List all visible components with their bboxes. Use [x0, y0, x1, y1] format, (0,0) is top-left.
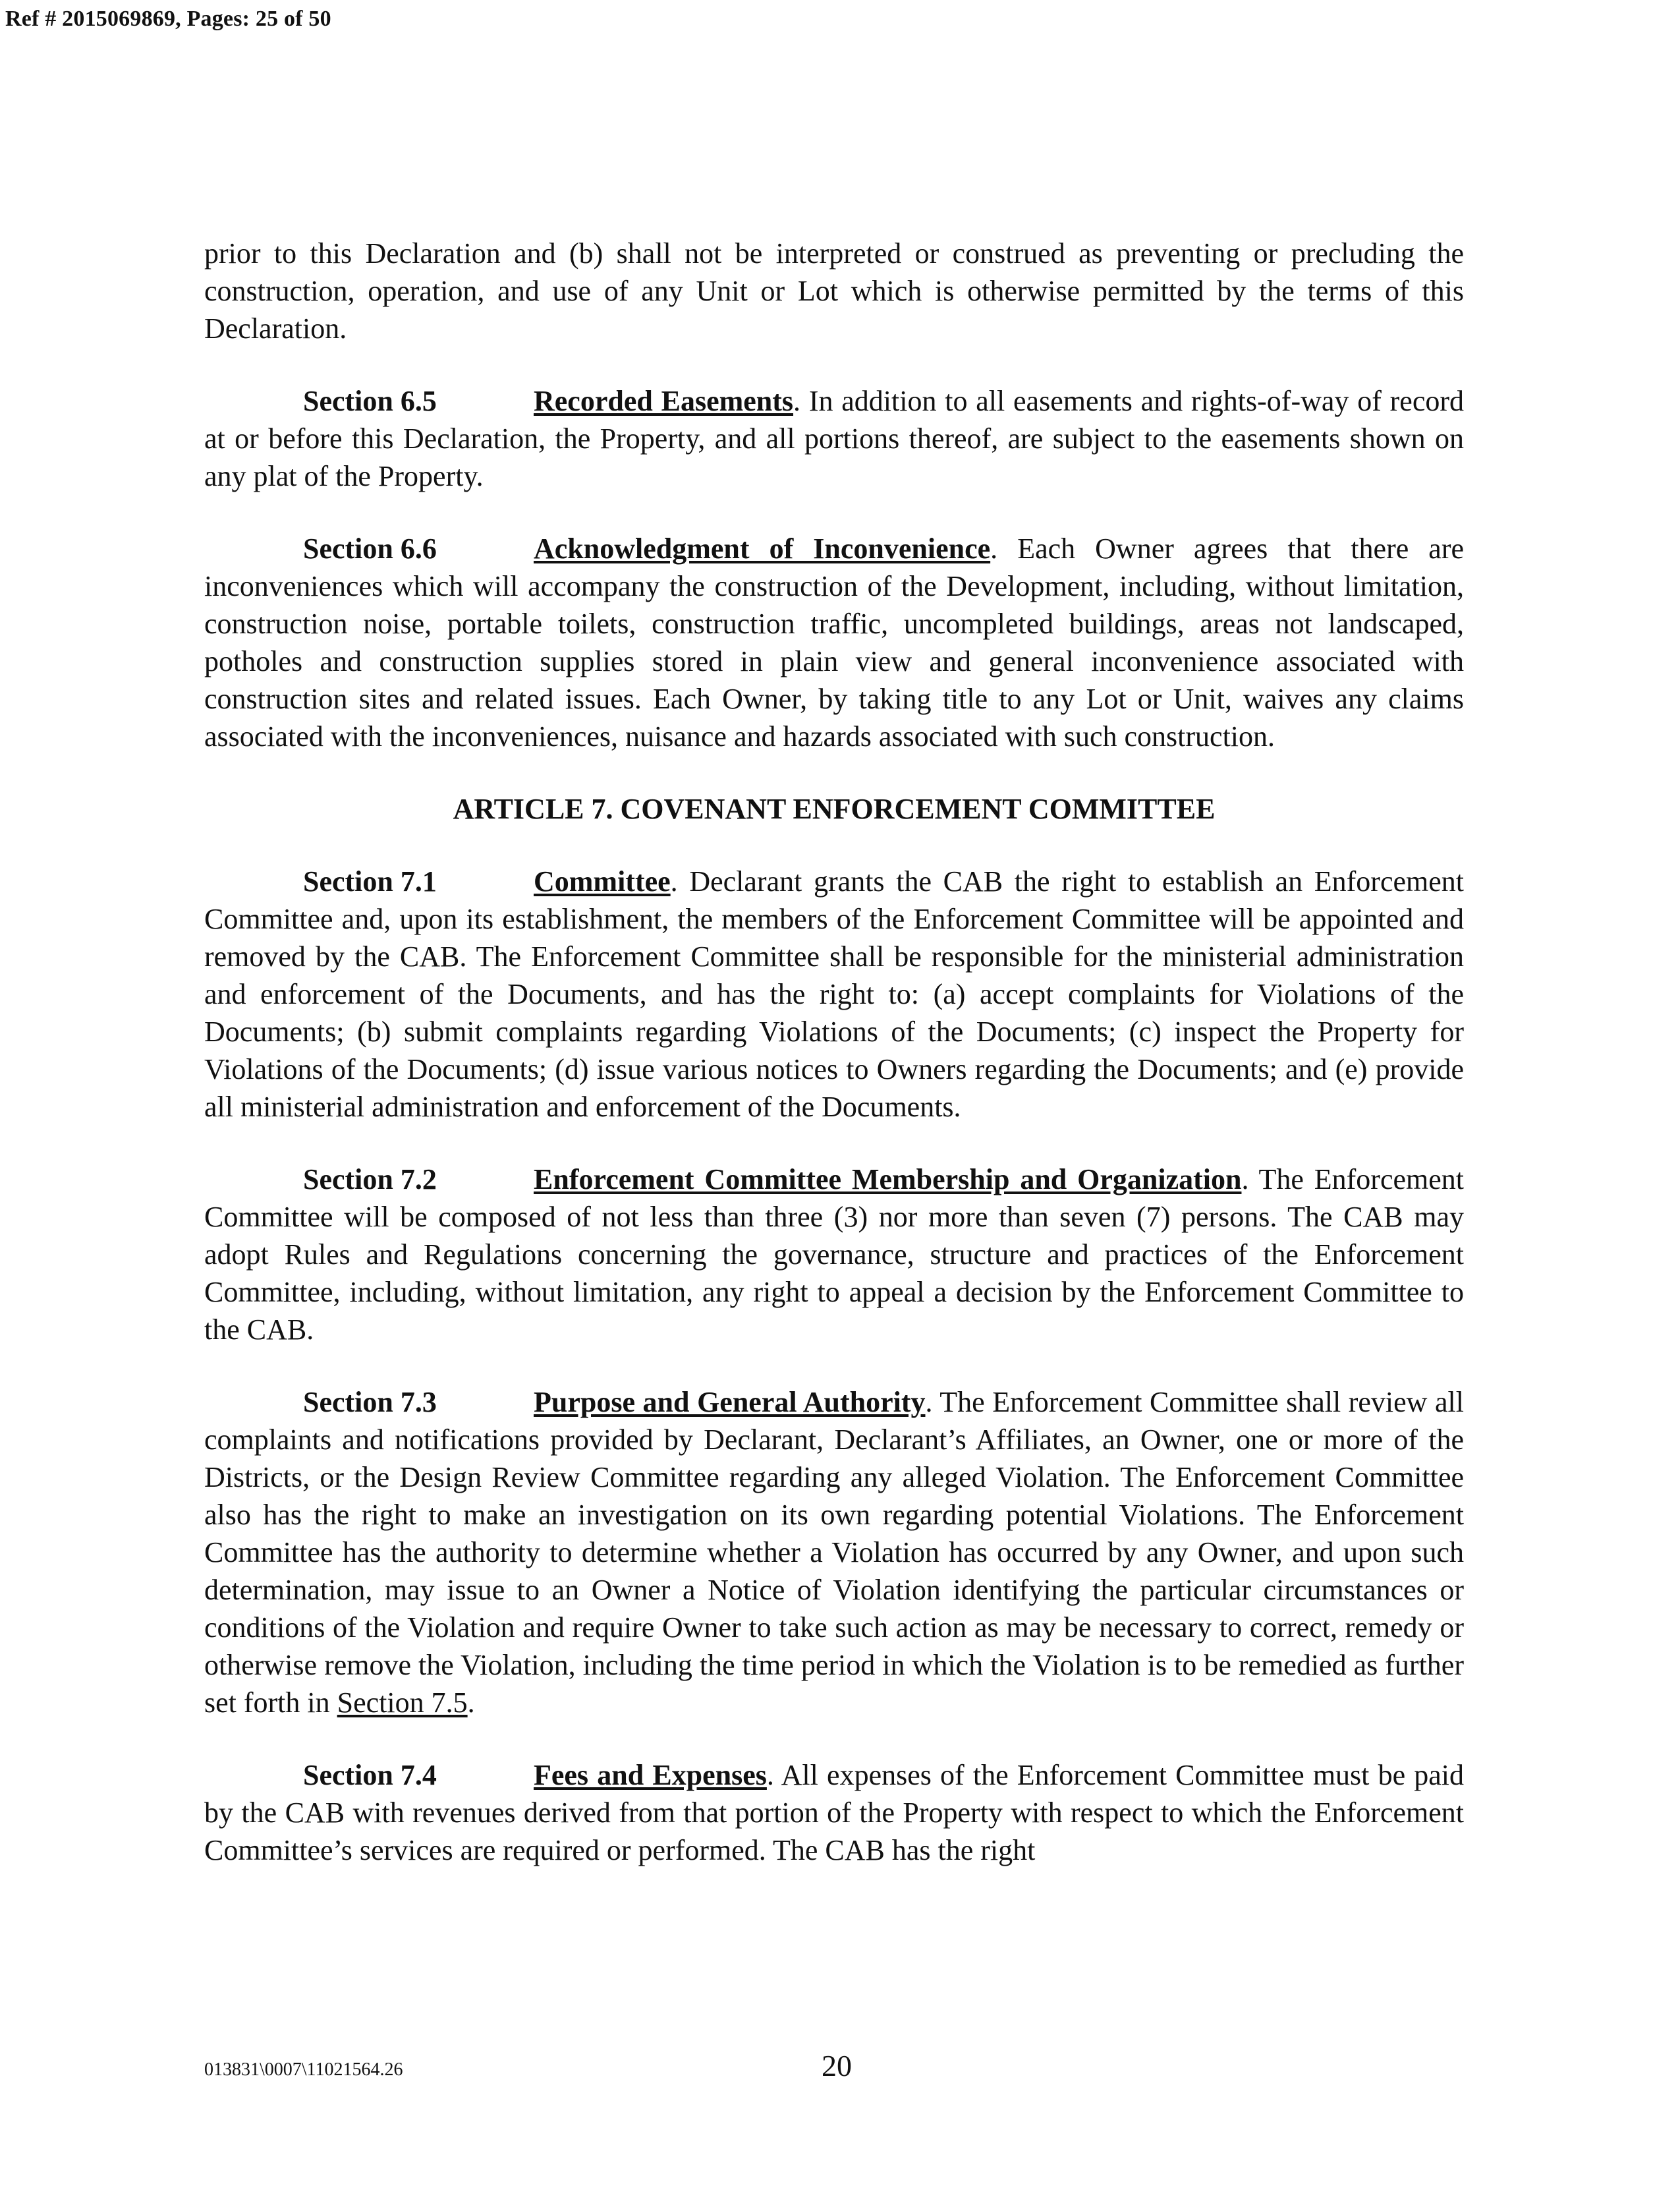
- section-number: Section 7.4: [303, 1759, 437, 1791]
- section-number: Section 6.5: [303, 385, 437, 417]
- section-number: Section 6.6: [303, 532, 437, 565]
- page-number: 20: [822, 2049, 852, 2082]
- section-number: Section 7.2: [303, 1163, 437, 1195]
- cross-reference-link[interactable]: Section 7.5: [337, 1686, 468, 1719]
- section-7-2: [204, 1161, 1464, 1348]
- section-title: Acknowledgment of Inconvenience: [534, 532, 991, 565]
- section-6-6: [204, 530, 1464, 755]
- section-text: . In addition to all easements and rights-of-way of record at or before this Declaration, the Property, and all portions thereof, are subject to the easements shown on any plat of the Property.: [204, 385, 1464, 492]
- section-text: . Declarant grants the CAB the right to establish an Enforcement Committee and, upon its establishment, the members of the Enforcement Committee will be appointed and removed by the CAB. The Enforcement Committee shall be responsible for the ministerial administration and enforcement of the Documents, and has the right to: (a) accept complaints for Violations of the Documents; (b) submit complaints regarding Violations of the Documents; (c) inspect the Property for Violations of the Documents; (d) issue various notices to Owners regarding the Documents; and (e) provide all ministerial administration and enforcement of the Documents.: [204, 865, 1464, 1123]
- section-title: Fees and Expenses: [534, 1759, 767, 1791]
- section-number: Section 7.3: [303, 1386, 437, 1418]
- section-text-tail: .: [467, 1686, 475, 1719]
- document-reference-header: Ref # 2015069869, Pages: 25 of 50: [5, 7, 331, 31]
- section-7-4: [204, 1756, 1464, 1869]
- section-6-5: [204, 382, 1464, 495]
- section-title: Committee: [534, 865, 671, 898]
- document-body: [204, 235, 1464, 1869]
- section-number: Section 7.1: [303, 865, 437, 898]
- section-text: . The Enforcement Committee will be composed of not less than three (3) nor more than seven (7) persons. The CAB may adopt Rules and Regulations concerning the governance, structure and practices of the Enforcement Committee, including, without limitation, any right to appeal a decision by the Enforcement Committee to the CAB.: [204, 1163, 1464, 1346]
- section-title: Purpose and General Authority: [534, 1386, 926, 1418]
- footer-document-id: 013831\0007\11021564.26: [204, 2059, 403, 2080]
- section-title: Enforcement Committee Membership and Organization: [534, 1163, 1242, 1195]
- section-7-1: [204, 863, 1464, 1126]
- section-text: . The Enforcement Committee shall review all complaints and notifications provided by Declarant, Declarant’s Affiliates, an Owner, one or more of the Districts, or the Design Review Committee regarding any alleged Violation. The Enforcement Committee also has the right to make an investigation on its own regarding potential Violations. The Enforcement Committee has the authority to determine whether a Violation has occurred by any Owner, and upon such determination, may issue to an Owner a Notice of Violation identifying the particular circumstances or conditions of the Violation and require Owner to take such action as may be necessary to correct, remedy or otherwise remove the Violation, including the time period in which the Violation is to be remedied as further set forth in: [204, 1386, 1464, 1719]
- section-text: . All expenses of the Enforcement Committee must be paid by the CAB with revenues derived from that portion of the Property with respect to which the Enforcement Committee’s services are required or performed. The CAB has the right: [204, 1759, 1465, 1866]
- article-heading: ARTICLE 7. COVENANT ENFORCEMENT COMMITTEE: [453, 793, 1216, 825]
- section-title: Recorded Easements: [534, 385, 794, 417]
- section-7-3: [204, 1383, 1464, 1721]
- section-text: . Each Owner agrees that there are inconveniences which will accompany the construction of the Development, including, without limitation, construction noise, portable toilets, construction traffic, uncompleted buildings, areas not landscaped, potholes and construction supplies stored in plain view and general inconvenience associated with construction sites and related issues. Each Owner, by taking title to any Lot or Unit, waives any claims associated with the inconveniences, nuisance and hazards associated with such construction.: [204, 532, 1464, 753]
- continuation-paragraph: prior to this Declaration and (b) shall not be interpreted or construed as preventing or precluding the construction, operation, and use of any Unit or Lot which is otherwise permitted by the terms of this Declaration.: [204, 237, 1464, 345]
